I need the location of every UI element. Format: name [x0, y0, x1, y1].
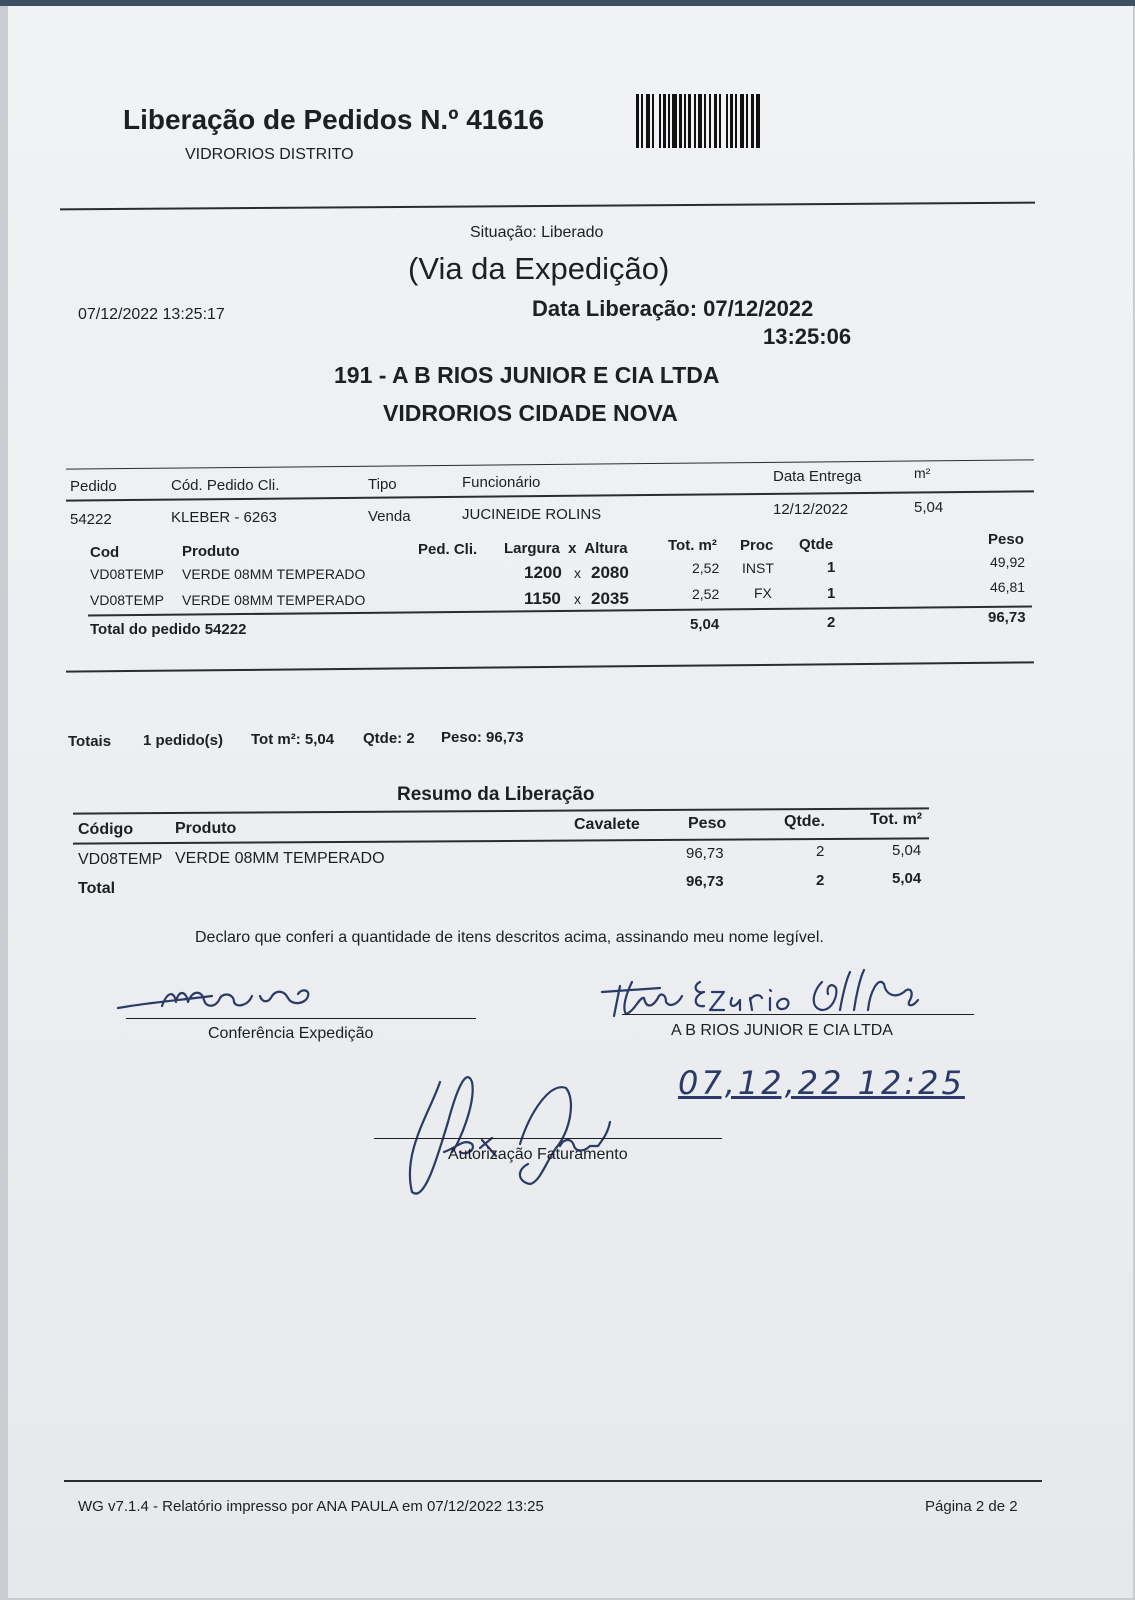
totals-qtde: Qtde: 2 [363, 730, 415, 747]
autorizacao-line [374, 1138, 722, 1139]
status-text: Situação: Liberado [470, 224, 604, 241]
release-time: 13:25:06 [763, 324, 852, 349]
footer-report-info: WG v7.1.4 - Relatório impresso por ANA PAULA em 07/12/2022 13:25 [78, 1498, 544, 1515]
order-pedido: 54222 [70, 511, 112, 528]
item-produto: VERDE 08MM TEMPERADO [182, 566, 366, 582]
item-col-proc: Proc [740, 537, 774, 554]
summary-peso: 96,73 [686, 845, 724, 862]
order-m2: 5,04 [914, 499, 944, 516]
item-col-ped-cli: Ped. Cli. [418, 541, 478, 558]
item-col-tot-m2: Tot. m² [668, 537, 717, 554]
autorizacao-label: Autorização Faturamento [448, 1146, 628, 1163]
order-total-qtde: 2 [827, 614, 836, 631]
item-largura: 1200 [524, 563, 562, 582]
client-name: 191 - A B RIOS JUNIOR E CIA LTDA [334, 362, 720, 388]
col-cod-pedido-cli-header: Cód. Pedido Cli. [171, 477, 280, 494]
item-produto: VERDE 08MM TEMPERADO [182, 592, 366, 608]
summary-col-cavalete: Cavalete [574, 816, 640, 833]
order-funcionario: JUCINEIDE ROLINS [462, 506, 602, 523]
item-col-peso: Peso [988, 531, 1024, 548]
item-col-qtde: Qtde [799, 536, 834, 553]
client-branch: VIDRORIOS CIDADE NOVA [383, 400, 678, 426]
item-x: x [574, 591, 581, 607]
item-tot-m2: 2,52 [692, 560, 720, 576]
printed-datetime: 07/12/2022 13:25:17 [78, 306, 225, 323]
order-data-entrega: 12/12/2022 [773, 501, 849, 518]
footer-page-number: Página 2 de 2 [925, 1498, 1018, 1515]
summary-codigo: VD08TEMP [78, 851, 163, 868]
item-qtde: 1 [827, 559, 836, 576]
handwritten-date: 07,12,22 12:25 [678, 1064, 965, 1102]
summary-col-produto: Produto [175, 820, 237, 837]
col-pedido-header: Pedido [70, 478, 117, 495]
company-subtitle: VIDRORIOS DISTRITO [185, 146, 354, 163]
order-tipo: Venda [368, 508, 411, 525]
signature-autorizacao [400, 1052, 660, 1202]
col-tipo-header: Tipo [368, 476, 397, 493]
summary-total-m2: 5,04 [892, 870, 922, 887]
item-proc: FX [754, 585, 772, 601]
client-sign-line [622, 1014, 974, 1015]
summary-total-qtde: 2 [816, 872, 825, 889]
conferencia-line [126, 1018, 476, 1019]
item-tot-m2: 2,52 [692, 586, 720, 602]
item-col-largura-altura: Largura x Altura [504, 540, 628, 557]
totals-pedidos: 1 pedido(s) [143, 732, 224, 749]
item-col-produto: Produto [182, 543, 240, 560]
via-label: (Via da Expedição) [408, 251, 670, 286]
barcode [636, 94, 760, 148]
declaration-text: Declaro que conferi a quantidade de itens descritos acima, assinando meu nome legível. [195, 929, 824, 946]
item-altura: 2080 [591, 563, 629, 582]
summary-col-tot-m2: Tot. m² [870, 811, 923, 828]
summary-produto: VERDE 08MM TEMPERADO [175, 850, 385, 867]
totals-m2: Tot m²: 5,04 [251, 731, 335, 748]
item-col-cod: Cod [90, 544, 120, 561]
document-title: Liberação de Pedidos N.º 41616 [123, 104, 545, 135]
item-qtde: 1 [827, 585, 836, 602]
order-total-peso: 96,73 [988, 609, 1026, 626]
footer-rule [64, 1480, 1042, 1482]
item-largura: 1150 [524, 589, 561, 608]
summary-col-codigo: Código [78, 821, 134, 838]
item-cod: VD08TEMP [90, 592, 164, 608]
conferencia-label: Conferência Expedição [208, 1025, 374, 1042]
summary-col-qtde: Qtde. [784, 813, 825, 830]
release-date: Data Liberação: 07/12/2022 [532, 296, 814, 321]
summary-qtde: 2 [816, 843, 825, 860]
col-funcionario-header: Funcionário [462, 474, 541, 491]
client-sign-label: A B RIOS JUNIOR E CIA LTDA [671, 1022, 893, 1039]
summary-col-peso: Peso [688, 815, 727, 832]
signature-conferencia [112, 978, 352, 1028]
order-cod-pedido-cli: KLEBER - 6263 [171, 509, 277, 526]
item-peso: 49,92 [990, 554, 1026, 570]
col-data-entrega-header: Data Entrega [773, 468, 862, 485]
summary-total-label: Total [78, 880, 116, 897]
summary-tot-m2: 5,04 [892, 842, 922, 859]
item-x: x [574, 565, 581, 581]
summary-total-peso: 96,73 [686, 873, 724, 890]
order-total-m2: 5,04 [690, 616, 720, 633]
item-proc: INST [742, 560, 774, 576]
col-m2-header: m² [914, 465, 931, 481]
totals-peso: Peso: 96,73 [441, 729, 524, 746]
order-total-label: Total do pedido 54222 [90, 621, 247, 638]
signature-client [600, 952, 1000, 1032]
summary-title: Resumo da Liberação [397, 784, 595, 805]
item-peso: 46,81 [990, 579, 1026, 595]
item-cod: VD08TEMP [90, 566, 164, 582]
totals-label: Totais [68, 733, 112, 750]
item-altura: 2035 [591, 589, 629, 608]
